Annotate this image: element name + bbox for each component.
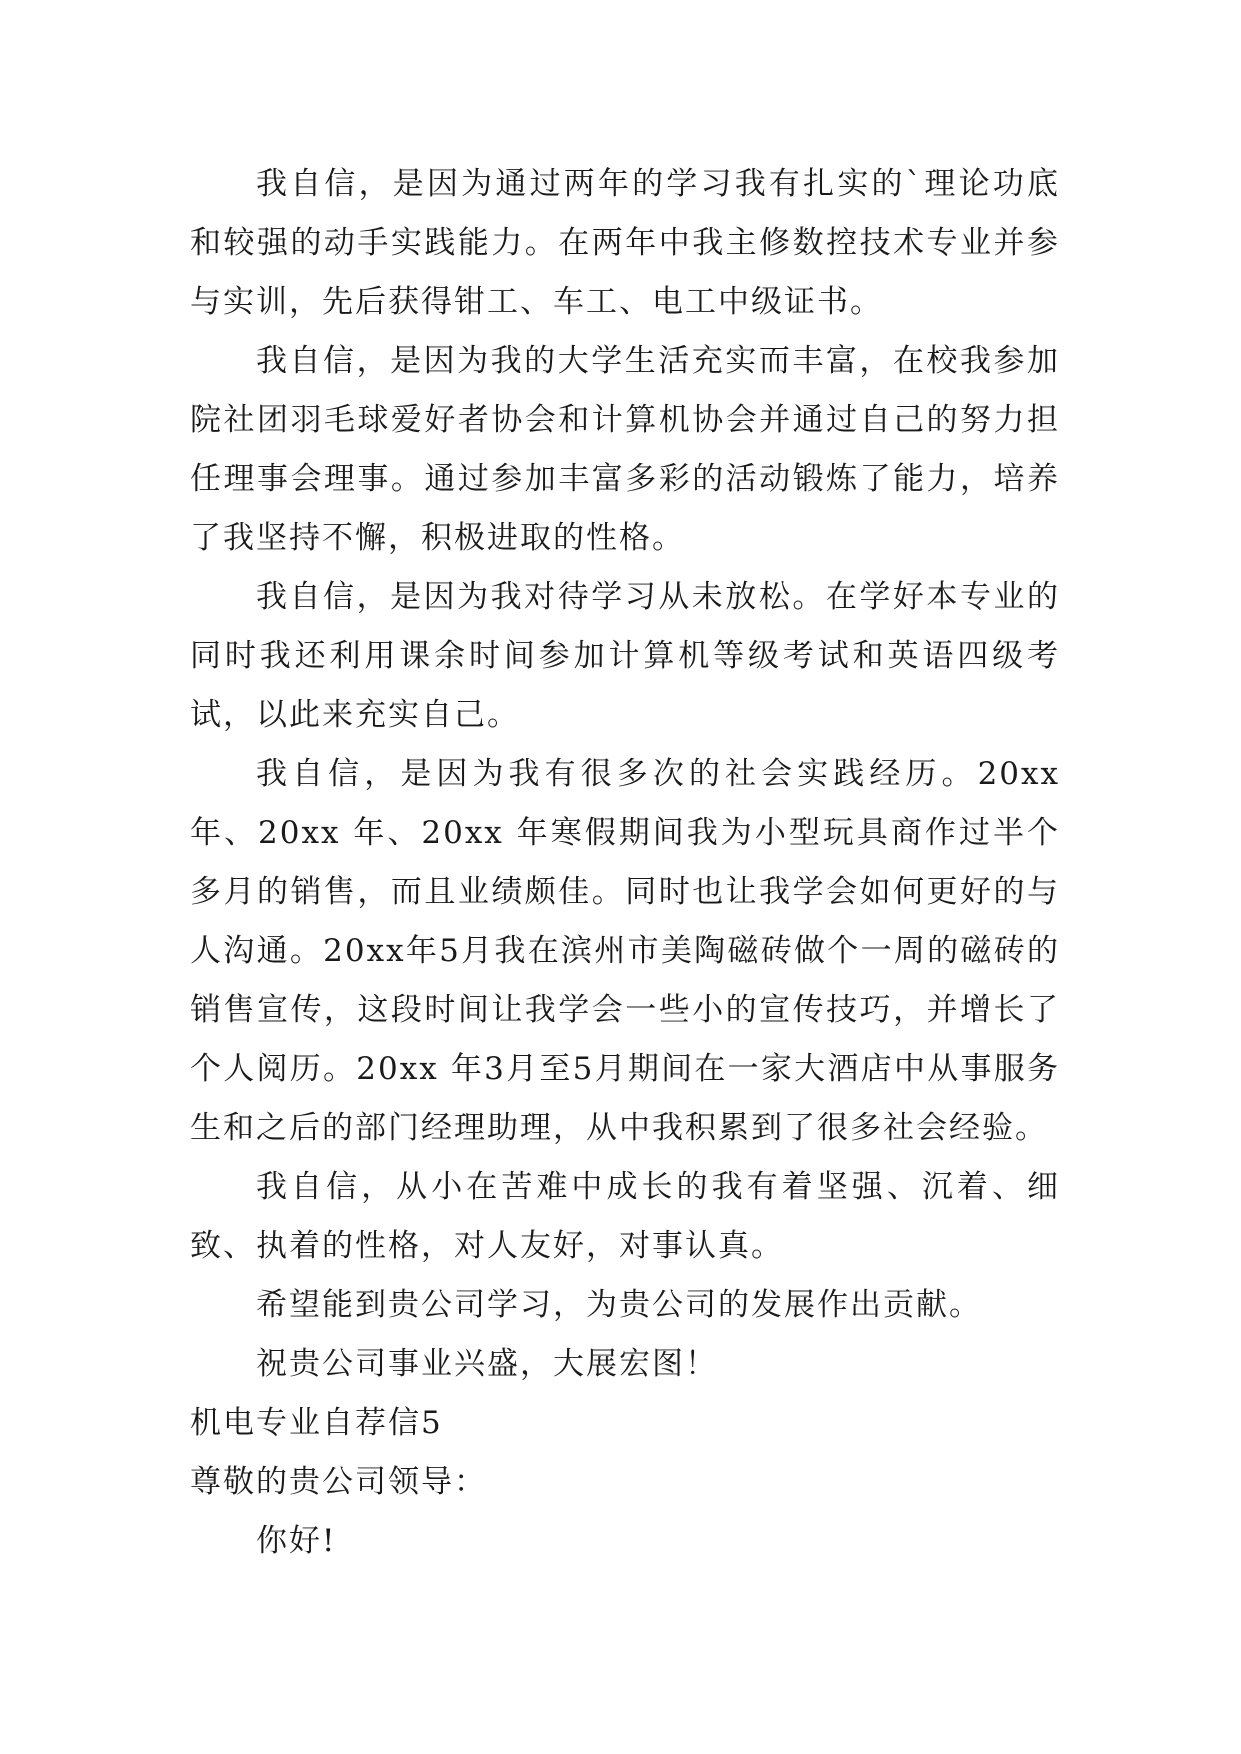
salutation: 尊敬的贵公司领导： xyxy=(190,1464,487,1500)
paragraph-academic-skills: 我自信，是因为通过两年的学习我有扎实的`理论功底和较强的动手实践能力。在两年中我主修数控技术专业并参与实训，先后获得钳工、车工、电工中级证书。 xyxy=(190,166,1060,320)
paragraph-personality: 我自信，从小在苦难中成长的我有着坚强、沉着、细致、执着的性格，对人友好，对事认真。 xyxy=(190,1169,1060,1264)
paragraph-campus-life: 我自信，是因为我的大学生活充实而丰富，在校我参加院社团羽毛球爱好者协会和计算机协会并通过自己的努力担任理事会理事。通过参加丰富多彩的活动锻炼了能力，培养了我坚持不懈，积极进取的性格。 xyxy=(190,343,1060,556)
letter-title: 机电专业自荐信5 xyxy=(190,1405,443,1441)
paragraph-wishes: 祝贵公司事业兴盛，大展宏图！ xyxy=(256,1346,718,1382)
document-body xyxy=(190,155,1060,1571)
paragraph-hope: 希望能到贵公司学习，为贵公司的发展作出贡献。 xyxy=(256,1287,982,1323)
paragraph-social-practice: 我自信，是因为我有很多次的社会实践经历。20xx 年、20xx 年、20xx 年寒假期间我为小型玩具商作过半个多月的销售，而且业绩颇佳。同时也让我学会如何更好的与人沟通。20xx年5月我在滨州市美陶磁砖做个一周的磁砖的销售宣传，这段时间让我学会一些小的宣传技巧，并增长了个人阅历。20xx 年3月至5月期间在一家大酒店中从事服务生和之后的部门经理助理，从中我积累到了很多社会经验。 xyxy=(190,756,1060,1146)
greeting: 你好! xyxy=(256,1523,337,1559)
paragraph-study-attitude: 我自信，是因为我对待学习从未放松。在学好本专业的同时我还利用课余时间参加计算机等级考试和英语四级考试，以此来充实自己。 xyxy=(190,579,1060,733)
